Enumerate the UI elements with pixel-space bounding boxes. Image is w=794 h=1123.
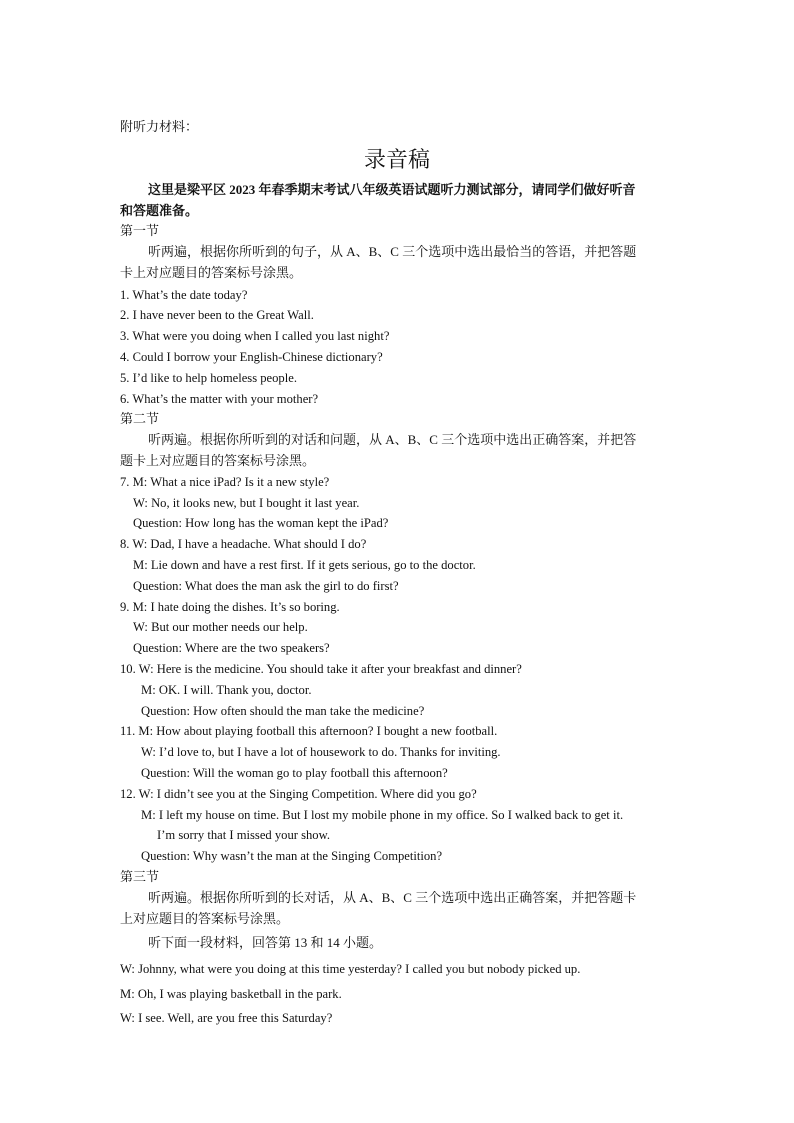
question-line: Question: How often should the man take the medicine? — [141, 704, 425, 718]
question-item: 4. Could I borrow your English-Chinese dictionary? — [120, 350, 383, 364]
dialogue-line: 11. M: How about playing football this afternoon? I bought a new football. — [120, 724, 498, 738]
question-line: Question: How long has the woman kept the iPad? — [133, 516, 389, 530]
question-item: 3. What were you doing when I called you last night? — [120, 329, 390, 343]
question-line: Question: Why wasn’t the man at the Singing Competition? — [141, 849, 443, 863]
dialogue-line: 7. M: What a nice iPad? Is it a new style? — [120, 475, 330, 489]
dialogue-line: M: I left my house on time. But I lost my mobile phone in my office. So I walked back to get it. — [141, 808, 624, 822]
section-1-instruction-2: 卡上对应题目的答案标号涂黑。 — [120, 265, 303, 280]
dialogue-line: W: No, it looks new, but I bought it last year. — [133, 496, 360, 510]
dialogue-line: 10. W: Here is the medicine. You should take it after your breakfast and dinner? — [120, 662, 522, 676]
dialogue-line: 12. W: I didn’t see you at the Singing Competition. Where did you go? — [120, 787, 477, 801]
section-1-instruction-1: 听两遍，根据你所听到的句子，从 A、B、C 三个选项中选出最恰当的答语，并把答题 — [148, 244, 637, 259]
section-1-heading: 第一节 — [120, 223, 160, 238]
appendix-label: 附听力材料： — [120, 119, 199, 134]
question-line: Question: What does the man ask the girl to do first? — [133, 579, 399, 593]
dialogue-line: 8. W: Dad, I have a headache. What should I do? — [120, 537, 367, 551]
question-line: Question: Will the woman go to play football this afternoon? — [141, 766, 448, 780]
section-2-instruction-1: 听两遍。根据你所听到的对话和问题，从 A、B、C 三个选项中选出正确答案，并把答 — [148, 432, 637, 447]
question-line: Question: Where are the two speakers? — [133, 641, 330, 655]
section-2-instruction-2: 题卡上对应题目的答案标号涂黑。 — [120, 453, 316, 468]
section-2-heading: 第二节 — [120, 411, 160, 426]
question-item: 6. What’s the matter with your mother? — [120, 392, 319, 406]
question-item: 1. What’s the date today? — [120, 288, 248, 302]
dialogue-line: W: Johnny, what were you doing at this time yesterday? I called you but nobody picked up. — [120, 962, 581, 976]
section-3-instruction-3: 听下面一段材料，回答第 13 和 14 小题。 — [148, 935, 383, 950]
dialogue-line: W: I’d love to, but I have a lot of housework to do. Thanks for inviting. — [141, 745, 501, 759]
dialogue-line: W: I see. Well, are you free this Saturday? — [120, 1011, 333, 1025]
question-item: 5. I’d like to help homeless people. — [120, 371, 297, 385]
section-3-heading: 第三节 — [120, 869, 160, 884]
dialogue-line: 9. M: I hate doing the dishes. It’s so boring. — [120, 600, 340, 614]
intro-line-2: 和答题准备。 — [120, 203, 199, 218]
section-3-instruction-1: 听两遍。根据你所听到的长对话，从 A、B、C 三个选项中选出正确答案，并把答题卡 — [148, 890, 637, 905]
dialogue-line: I’m sorry that I missed your show. — [157, 828, 331, 842]
dialogue-line: M: Oh, I was playing basketball in the park. — [120, 987, 342, 1001]
dialogue-line: W: But our mother needs our help. — [133, 620, 308, 634]
intro-line-1: 这里是梁平区 2023 年春季期末考试八年级英语试题听力测试部分，请同学们做好听音 — [148, 182, 636, 197]
dialogue-line: M: Lie down and have a rest first. If it gets serious, go to the doctor. — [133, 558, 476, 572]
page-title: 录音稿 — [363, 147, 430, 172]
dialogue-line: M: OK. I will. Thank you, doctor. — [141, 683, 312, 697]
section-3-instruction-2: 上对应题目的答案标号涂黑。 — [120, 911, 290, 926]
question-item: 2. I have never been to the Great Wall. — [120, 308, 314, 322]
